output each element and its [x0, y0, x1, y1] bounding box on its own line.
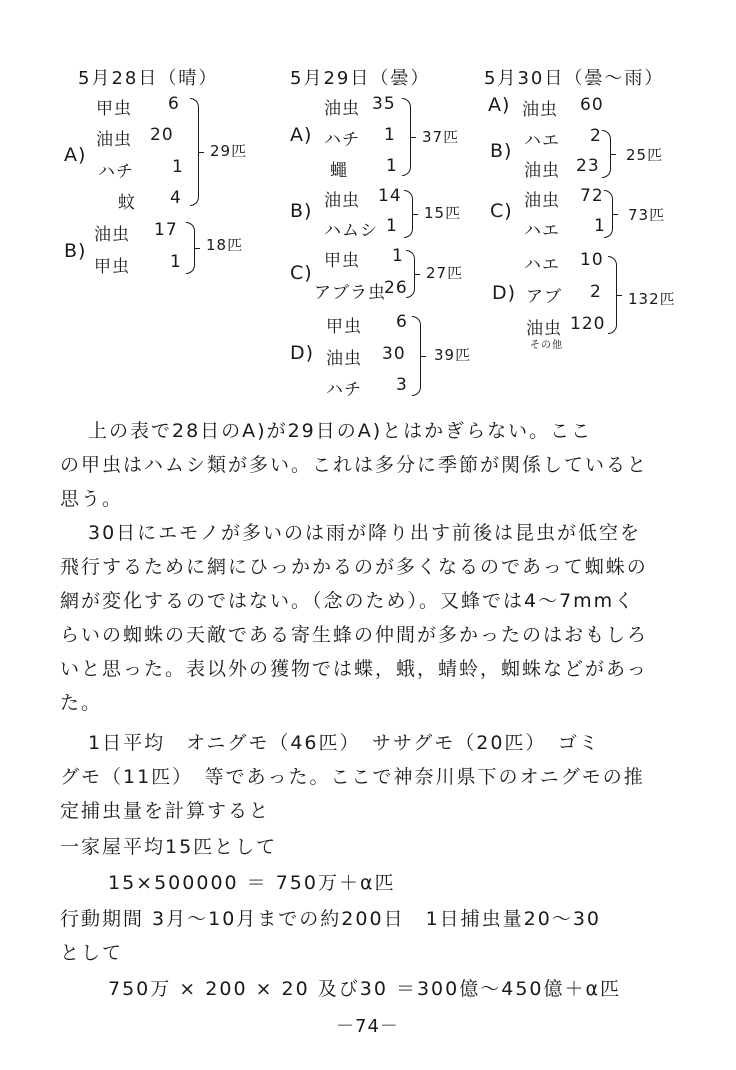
text-line-17: 750万 × 200 × 20 及び30 ＝300億～450億＋α匹: [108, 978, 622, 1000]
col2-c-item-1-name: 甲虫: [324, 251, 360, 271]
col1-group-a-label: A): [64, 144, 87, 166]
col1-a-item-1-name: 甲虫: [96, 99, 132, 119]
col1-a-brace: [190, 98, 199, 206]
col3-b-brace: [602, 130, 611, 178]
col1-a-item-4-name: 蚊: [118, 193, 136, 213]
col3-c-item-2-name: ハエ: [524, 221, 560, 241]
col3-a-item-1-count: 60: [580, 95, 604, 115]
col2-d-item-1-name: 甲虫: [326, 317, 362, 337]
col2-a-item-3-name: 蠅: [330, 161, 348, 181]
col1-b-item-2-count: 1: [170, 252, 182, 272]
col1-a-total: 29匹: [210, 142, 248, 160]
col3-b-total: 25匹: [626, 146, 664, 164]
page-number: －74－: [336, 1016, 399, 1037]
col3-d-item-3-name: 油虫: [526, 319, 562, 339]
col1-header: 5月28日（晴）: [78, 68, 219, 89]
col1-b-item-1-count: 17: [154, 220, 178, 240]
col3-d-item-2-name: アブ: [526, 287, 562, 307]
col3-group-a-label: A): [488, 94, 511, 116]
col2-b-total: 15匹: [424, 204, 462, 222]
text-line-9: た。: [60, 692, 103, 714]
col2-group-d-label: D): [290, 342, 315, 364]
col2-c-item-2-name: アブラ虫: [314, 283, 386, 303]
col3-group-b-label: B): [490, 140, 513, 162]
col1-group-b-label: B): [64, 240, 87, 262]
col3-c-item-2-count: 1: [594, 216, 606, 236]
col1-a-item-3-name: ハチ: [98, 162, 134, 182]
col2-b-item-1-count: 14: [378, 186, 402, 206]
col2-b-item-1-name: 油虫: [324, 191, 360, 211]
col1-a-item-4-count: 4: [170, 188, 182, 208]
col1-b-brace: [186, 222, 195, 274]
col2-d-brace: [412, 316, 421, 396]
col2-a-item-2-name: ハチ: [324, 130, 360, 150]
col3-b-item-2-count: 23: [576, 156, 600, 176]
col3-d-item-2-count: 2: [590, 282, 602, 302]
text-line-2: の甲虫はハムシ類が多い。これは多分に季節が関係していると: [60, 454, 649, 476]
col1-a-item-1-count: 6: [168, 94, 180, 114]
text-line-3: 思う。: [60, 488, 124, 510]
col2-b-item-2-count: 1: [386, 216, 398, 236]
col3-header: 5月30日（曇～雨）: [484, 68, 665, 89]
col2-a-item-2-count: 1: [384, 125, 396, 145]
col2-a-item-3-count: 1: [386, 156, 398, 176]
col3-a-item-1-name: 油虫: [522, 100, 558, 120]
col3-d-item-3-count: 120: [570, 314, 606, 334]
col3-c-item-1-name: 油虫: [524, 191, 560, 211]
text-line-8: いと思った。表以外の獲物では蝶，蛾，蜻蛉，蜘蛛などがあっ: [60, 658, 648, 680]
col3-d-total: 132匹: [628, 290, 676, 308]
text-line-16: として: [60, 942, 124, 964]
col3-b-item-1-count: 2: [590, 126, 602, 146]
col2-d-item-3-name: ハチ: [326, 380, 362, 400]
text-line-6: 網が変化するのではない。（念のため）。又蜂では4～7mmく: [60, 590, 636, 612]
col2-b-item-2-name: ハムシ: [324, 221, 378, 241]
col1-a-item-2-name: 油虫: [96, 130, 132, 150]
col2-group-b-label: B): [290, 200, 313, 222]
text-line-10: 1日平均 オニグモ（46匹） ササグモ（20匹） ゴミ: [88, 732, 600, 754]
col3-b-item-2-name: 油虫: [524, 161, 560, 181]
col2-d-item-2-name: 油虫: [326, 349, 362, 369]
text-line-1: 上の表で28日のA)が29日のA)とはかぎらない。ここ: [88, 420, 593, 442]
col3-d-brace: [608, 256, 617, 334]
col2-b-brace: [404, 190, 413, 238]
col2-c-total: 27匹: [426, 264, 464, 282]
text-line-12: 定捕虫量を計算すると: [60, 800, 271, 822]
col2-a-item-1-count: 35: [372, 94, 396, 114]
col3-group-d-label: D): [492, 282, 517, 304]
text-line-15: 行動期間 3月～10月までの約200日 1日捕虫量20～30: [60, 908, 602, 930]
text-line-7: らいの蜘蛛の天敵である寄生蜂の仲間が多かったのはおもしろ: [60, 624, 649, 646]
col3-group-c-label: C): [490, 200, 513, 222]
text-line-5: 飛行するために網にひっかかるのが多くなるのであって蜘蛛の: [60, 556, 648, 578]
col2-d-total: 39匹: [434, 346, 472, 364]
col2-d-item-2-count: 30: [382, 344, 406, 364]
col1-b-item-1-name: 油虫: [94, 225, 130, 245]
col1-b-total: 18匹: [206, 236, 244, 254]
col2-c-item-2-count: 26: [384, 278, 408, 298]
col3-b-item-1-name: ハエ: [524, 131, 560, 151]
col3-c-total: 73匹: [628, 206, 666, 224]
col2-c-item-1-count: 1: [392, 246, 404, 266]
col2-a-total: 37匹: [422, 128, 460, 146]
text-line-4: 30日にエモノが多いのは雨が降り出す前後は昆虫が低空を: [88, 522, 641, 544]
col1-b-item-2-name: 甲虫: [94, 257, 130, 277]
col2-header: 5月29日（曇）: [290, 68, 431, 89]
col2-d-item-3-count: 3: [396, 375, 408, 395]
col2-d-item-1-count: 6: [396, 312, 408, 332]
col3-d-item-1-name: ハエ: [524, 255, 560, 275]
col1-a-item-3-count: 1: [172, 157, 184, 177]
text-line-14: 15×500000 ＝ 750万＋α匹: [108, 872, 396, 894]
col3-c-item-1-count: 72: [580, 186, 604, 206]
col3-c-brace: [604, 190, 613, 238]
col2-group-a-label: A): [290, 124, 313, 146]
col1-a-item-2-count: 20: [150, 125, 174, 145]
col2-c-brace: [406, 250, 415, 298]
text-line-11: グモ（11匹） 等であった。ここで神奈川県下のオニグモの推: [60, 766, 645, 788]
col2-a-brace: [402, 98, 411, 176]
col3-d-item-1-count: 10: [580, 250, 604, 270]
text-line-13: 一家屋平均15匹として: [60, 836, 278, 858]
col3-d-note: その他: [530, 340, 563, 351]
col2-a-item-1-name: 油虫: [324, 99, 360, 119]
col2-group-c-label: C): [290, 262, 313, 284]
